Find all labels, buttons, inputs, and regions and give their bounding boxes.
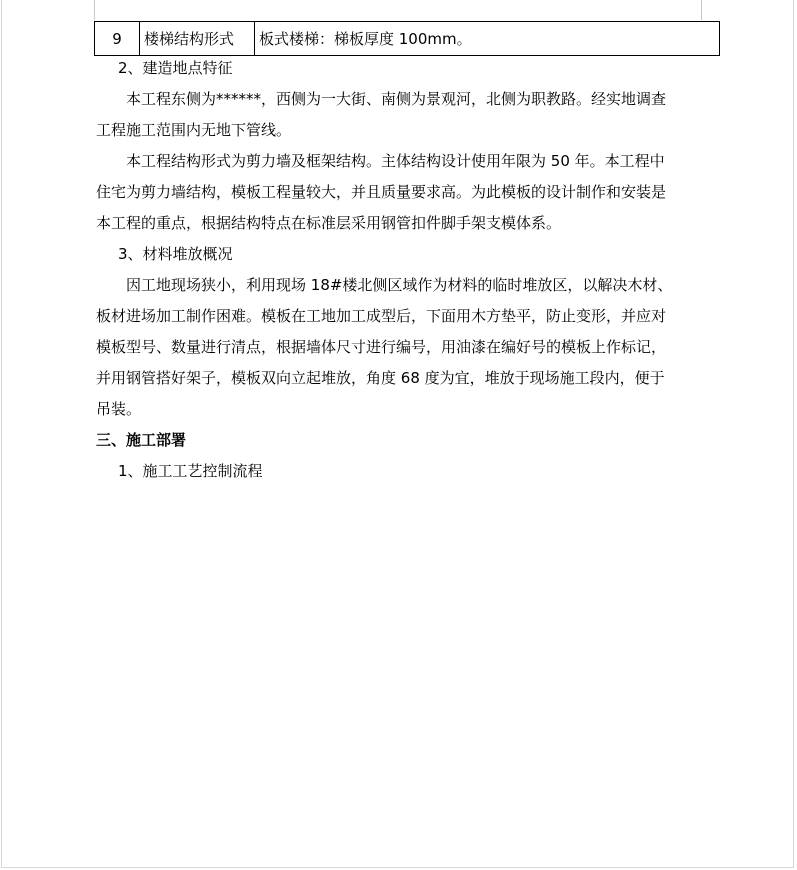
paragraph-3-line-2: 板材进场加工制作困难。模板在工地加工成型后，下面用木方垫平，防止变形，并应对 — [96, 307, 667, 325]
row-item-description: 板式楼梯：梯板厚度 100mm。 — [255, 22, 720, 56]
paragraph-3-line-1: 因工地现场狭小，利用现场 18#楼北侧区域作为材料的临时堆放区，以解决木材、 — [126, 276, 673, 294]
structure-table — [94, 21, 720, 56]
subsection-1-heading: 1、施工工艺控制流程 — [118, 462, 263, 480]
row-number: 9 — [95, 22, 140, 56]
paragraph-3-line-5: 吊装。 — [96, 400, 142, 418]
paragraph-2-line-2: 住宅为剪力墙结构，模板工程量较大，并且质量要求高。为此模板的设计制作和安装是 — [96, 183, 667, 201]
paragraph-3-line-4: 并用钢管搭好架子，模板双向立起堆放，角度 68 度为宜，堆放于现场施工段内，便于 — [96, 369, 665, 387]
section-2-heading: 2、建造地点特征 — [118, 59, 233, 77]
paragraph-3-line-3: 模板型号、数量进行清点，根据墙体尺寸进行编号，用油漆在编好号的模板上作标记， — [96, 338, 667, 356]
paragraph-1-line-2: 工程施工范围内无地下管线。 — [96, 121, 292, 139]
crop-mark-right — [701, 0, 702, 20]
paragraph-2-line-3: 本工程的重点，根据结构特点在标准层采用钢管扣件脚手架支模体系。 — [96, 214, 562, 232]
paragraph-2-line-1: 本工程结构形式为剪力墙及框架结构。主体结构设计使用年限为 50 年。本工程中 — [126, 152, 665, 170]
table-row — [95, 22, 720, 56]
row-item-name: 楼梯结构形式 — [140, 22, 255, 56]
chapter-3-heading: 三、施工部署 — [96, 431, 187, 449]
crop-mark-left — [94, 0, 95, 20]
section-3-heading: 3、材料堆放概况 — [118, 245, 233, 263]
paragraph-1-line-1: 本工程东侧为******，西侧为一大街、南侧为景观河，北侧为职教路。经实地调查 — [126, 90, 667, 108]
